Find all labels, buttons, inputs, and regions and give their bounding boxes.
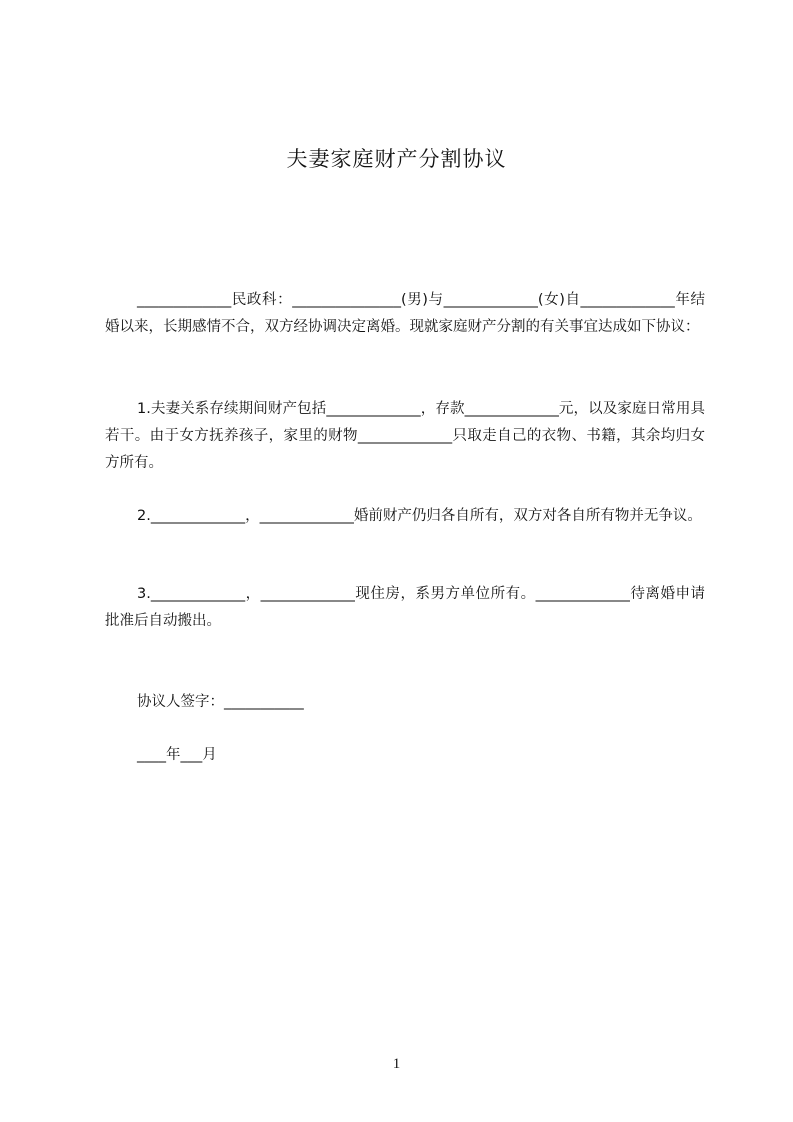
document-title: 夫妻家庭财产分割协议 xyxy=(286,147,507,171)
clause-1-paragraph: 1.夫妻关系存续期间财产包括_____________，存款_____________元，以及家庭日常用具若干。由于女方抚养孩子，家里的财物_____________只取走自己的衣物、书籍，其余均归女方所有。 xyxy=(105,401,705,471)
clause-3-paragraph: 3._____________，_____________现住房，系男方单位所有。_____________待离婚申请批准后自动搬出。 xyxy=(105,586,705,629)
page-number: 1 xyxy=(392,1056,401,1072)
clause-2-paragraph: 2._____________，_____________婚前财产仍归各自所有，双方对各自所有物并无争议。 xyxy=(137,508,702,524)
intro-paragraph: _____________民政科：_______________(男)与_____________(女)自_____________年结婚以来，长期感情不合，双方经协调决定离婚。现就家庭财产分割的有关事宜达成如下协议： xyxy=(105,292,705,335)
date-line: ____年___月 xyxy=(137,747,217,763)
signature-line: 协议人签字：___________ xyxy=(137,694,304,710)
